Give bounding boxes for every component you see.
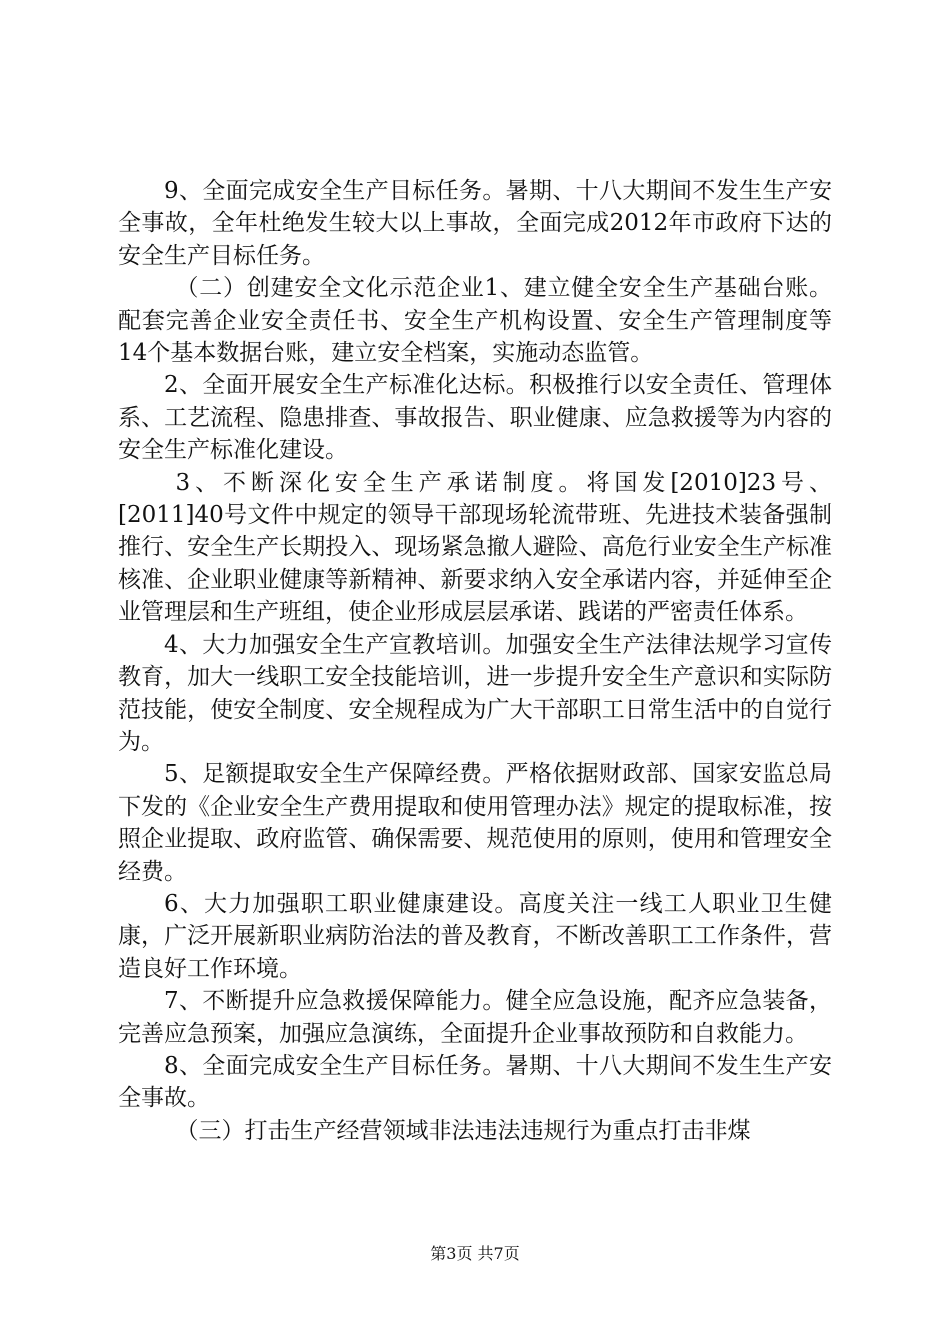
paragraph-item-8: 8、全面完成安全生产目标任务。暑期、十八大期间不发生生产安全事故。 bbox=[118, 1052, 832, 1112]
paragraph-item-9: 9、全面完成安全生产目标任务。暑期、十八大期间不发生生产安全事故，全年杜绝发生较大以上事故，全面完成2012年市政府下达的安全生产目标任务。 bbox=[118, 178, 832, 269]
page-footer: 第3页 共7页 bbox=[430, 1244, 520, 1263]
paragraph-section-2: （二）创建安全文化示范企业1、建立健全安全生产基础台账。配套完善企业安全责任书、安全生产机构设置、安全生产管理制度等14个基本数据台账，建立安全档案，实施动态监管。 bbox=[118, 275, 832, 367]
paragraph-section-3: （三）打击生产经营领域非法违法违规行为重点打击非煤 bbox=[175, 1117, 751, 1144]
paragraph-item-2: 2、全面开展安全生产标准化达标。积极推行以安全责任、管理体系、工艺流程、隐患排查、事故报告、职业健康、应急救援等为内容的安全生产标准化建设。 bbox=[118, 372, 832, 464]
paragraph-item-4: 4、大力加强安全生产宣教培训。加强安全生产法律法规学习宣传教育，加大一线职工安全技能培训，进一步提升安全生产意识和实际防范技能，使安全制度、安全规程成为广大干部职工日常生活中的自觉行为。 bbox=[118, 631, 832, 755]
paragraph-item-6: 6、大力加强职工职业健康建设。高度关注一线工人职业卫生健康，广泛开展新职业病防治法的普及教育，不断改善职工工作条件，营造良好工作环境。 bbox=[118, 890, 832, 982]
paragraph-item-3: 3、不断深化安全生产承诺制度。将国发[2010]23号、[2011]40号文件中规定的领导干部现场轮流带班、先进技术装备强制推行、安全生产长期投入、现场紧急撤人避险、高危行业安全生产标准核准、企业职业健康等新精神、新要求纳入安全承诺内容，并延伸至企业管理层和生产班组，使企业形成层层承诺、践诺的严密责任体系。 bbox=[118, 469, 832, 626]
paragraph-item-7: 7、不断提升应急救援保障能力。健全应急设施，配齐应急装备，完善应急预案，加强应急演练，全面提升企业事故预防和自救能力。 bbox=[118, 988, 832, 1047]
paragraph-item-5: 5、足额提取安全生产保障经费。严格依据财政部、国家安监总局下发的《企业安全生产费用提取和使用管理办法》规定的提取标准，按照企业提取、政府监管、确保需要、规范使用的原则，使用和管理安全经费。 bbox=[118, 761, 832, 885]
document-body bbox=[118, 175, 832, 1147]
